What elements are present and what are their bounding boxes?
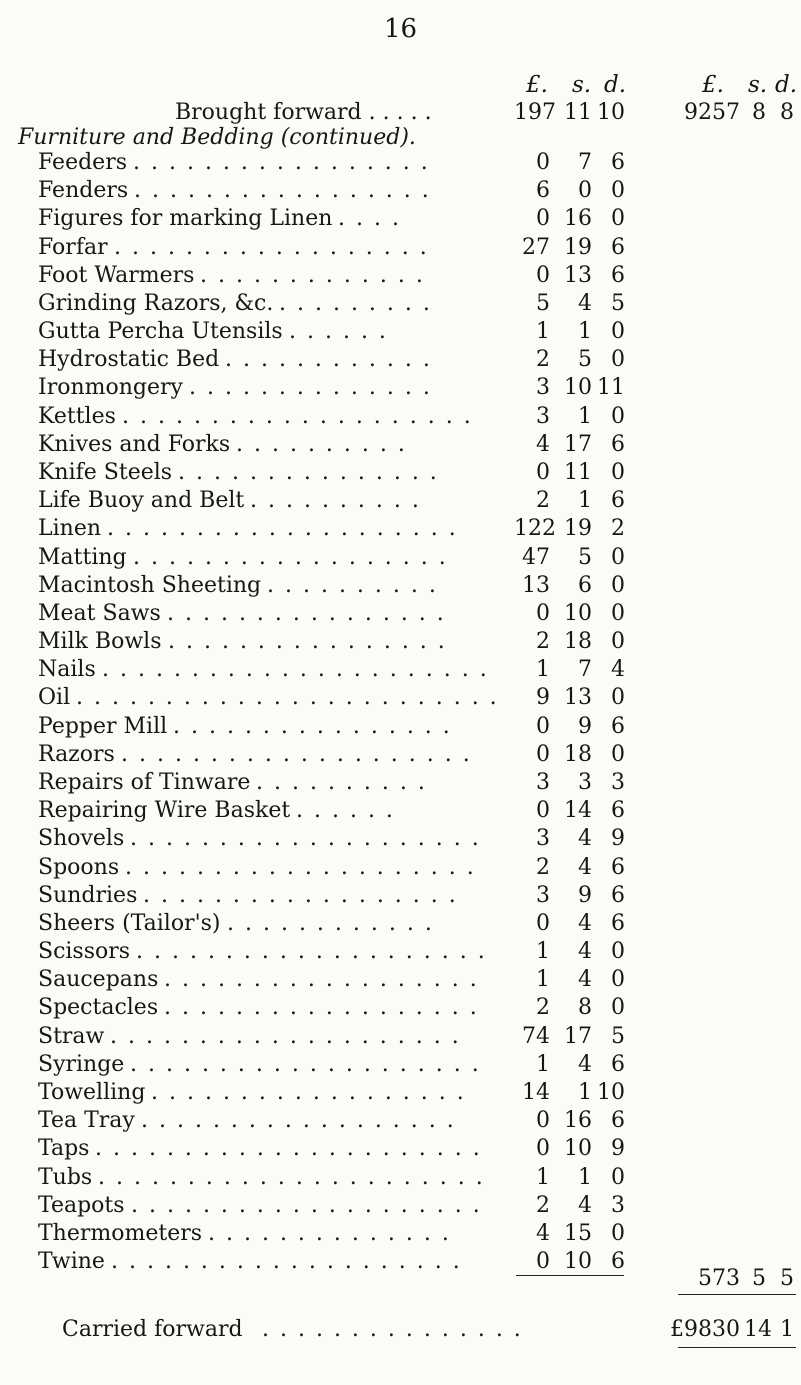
item-leader-dots: . . . . . . . . . (279, 290, 432, 316)
item-row (0, 938, 801, 965)
item-leader-dots: . . . . (338, 206, 401, 232)
item-row (0, 854, 801, 881)
item-pence: 6 (611, 150, 625, 175)
item-label: Knives and Forks (38, 431, 231, 457)
item-pounds: 9 (536, 685, 550, 711)
item-shillings: 4 (578, 854, 592, 880)
item-shillings: 1 (578, 1164, 592, 1190)
item-pence: 4 (611, 657, 625, 683)
item-shillings: 19 (564, 234, 592, 260)
header-pence-right: d. (775, 72, 798, 98)
item-pounds: 27 (522, 234, 550, 260)
item-pence: 2 (611, 516, 625, 542)
item-shillings: 7 (578, 657, 592, 683)
item-row (0, 882, 801, 909)
item-leader-dots: . . . . . . . . . . . . . . . . . . . . . . . . (76, 685, 499, 711)
item-shillings: 4 (578, 1192, 592, 1218)
item-leader-dots: . . . . . . . . . . . . (227, 910, 434, 936)
item-row (0, 628, 801, 655)
item-pounds: 6 (536, 178, 550, 204)
section-total-pounds: 573 (698, 1266, 740, 1291)
item-row (0, 431, 801, 458)
item-pounds: 47 (522, 544, 550, 570)
item-row (0, 1135, 801, 1162)
header-shillings-left: s. (572, 72, 592, 98)
carried-forward-pence: 1 (780, 1317, 794, 1342)
item-leader-dots: . . . . . . . . . . . . . . . . . . . . (131, 1192, 482, 1218)
item-leader-dots: . . . . . . . . . . . . . . . . . . . . (130, 1051, 481, 1077)
item-leader-dots: . . . . . . . . . . . . . . . . . (133, 150, 430, 175)
item-shillings: 4 (578, 939, 592, 964)
item-pounds: 14 (522, 1079, 550, 1105)
item-row (0, 1192, 801, 1219)
item-row (0, 544, 801, 571)
item-pounds: 2 (536, 347, 550, 373)
item-leader-dots: . . . . . . . . . . . . . . . . . . . . (111, 1249, 462, 1274)
item-label: Knife Steels (38, 460, 173, 485)
item-pounds: 3 (536, 375, 550, 401)
item-pounds: 0 (536, 262, 550, 288)
item-pence: 6 (611, 262, 625, 288)
item-label: Repairing Wire Basket (38, 798, 291, 824)
item-leader-dots: . . . . . . . . . . . . . . . . (168, 629, 447, 655)
item-pounds: 0 (536, 1249, 550, 1274)
item-leader-dots: . . . . . . . . . . . . . . . . . . . . (122, 403, 473, 429)
item-shillings: 17 (564, 431, 592, 457)
item-shillings: 15 (564, 1220, 592, 1246)
item-pounds: 1 (536, 319, 550, 345)
item-label: Milk Bowls (38, 629, 162, 655)
item-row (0, 572, 801, 599)
item-leader-dots: . . . . . . . . . . . . . . . . . . . . (110, 1023, 461, 1049)
item-pounds: 2 (536, 488, 550, 514)
item-shillings: 5 (578, 544, 592, 570)
item-label: Nails (38, 657, 96, 683)
item-shillings: 1 (578, 403, 592, 429)
item-leader-dots: . . . . . . . . . . . . . . . . . . . . . . (102, 657, 489, 683)
item-row (0, 994, 801, 1021)
item-row (0, 374, 801, 401)
item-pence: 9 (611, 1136, 625, 1162)
item-row (0, 966, 801, 993)
item-shillings: 16 (564, 206, 592, 232)
header-pence-left: d. (604, 72, 627, 98)
item-shillings: 4 (578, 1051, 592, 1077)
item-leader-dots: . . . . . . . . . . . . (225, 347, 432, 373)
item-label: Pepper Mill (38, 713, 168, 739)
section-total-shillings: 5 (752, 1266, 766, 1291)
item-leader-dots: . . . . . . . . . . (250, 488, 421, 514)
item-shillings: 5 (578, 347, 592, 373)
item-label: Tea Tray (38, 1108, 135, 1134)
item-leader-dots: . . . . . . . . . . . . . . . . . . . . . . (98, 1164, 485, 1190)
item-shillings: 19 (564, 516, 592, 542)
item-leader-dots: . . . . . . . . . . . . . . . . . . (143, 882, 458, 908)
item-shillings: 3 (578, 770, 592, 795)
item-row (0, 346, 801, 373)
item-leader-dots: . . . . . . (289, 319, 388, 345)
item-label: Forfar (38, 234, 108, 260)
section-total-row (0, 1265, 801, 1292)
item-pence: 0 (611, 319, 625, 345)
carried-forward-shillings: 14 (744, 1317, 772, 1342)
item-label: Thermometers (38, 1220, 203, 1246)
item-leader-dots: . . . . . . . . . . . . . . . . . . . . (125, 854, 476, 880)
item-shillings: 1 (578, 488, 592, 514)
item-row (0, 149, 801, 176)
item-leader-dots: . . . . . . . . . . . . . . . (178, 460, 439, 485)
item-pounds: 3 (536, 826, 550, 852)
item-label: Hydrostatic Bed (38, 347, 220, 373)
item-leader-dots: . . . . . . . . . . . . . . . . . . . . . . (95, 1136, 482, 1162)
item-leader-dots: . . . . . . . . . . . . . . . . . . (133, 544, 448, 570)
item-pence: 0 (611, 995, 625, 1021)
item-pence: 0 (611, 741, 625, 767)
item-pence: 11 (597, 375, 625, 401)
item-leader-dots: . . . . . . . . . . . . . . (208, 1220, 451, 1246)
item-pounds: 0 (536, 798, 550, 824)
item-leader-dots: . . . . . . . . . . . . . . . . . . (164, 967, 479, 993)
total-rule-top (678, 1294, 796, 1295)
item-pounds: 2 (536, 995, 550, 1021)
item-pence: 0 (611, 600, 625, 626)
item-label: Shovels (38, 826, 125, 852)
item-row (0, 797, 801, 824)
item-row (0, 741, 801, 768)
item-label: Grinding Razors, &c. (38, 290, 274, 316)
item-pence: 6 (611, 882, 625, 908)
item-label: Sundries (38, 882, 138, 908)
item-shillings: 0 (578, 178, 592, 204)
brought-forward-row (0, 99, 801, 126)
item-pence: 0 (611, 403, 625, 429)
item-label: Foot Warmers (38, 262, 195, 288)
item-shillings: 13 (564, 685, 592, 711)
item-label: Linen (38, 516, 102, 542)
item-pence: 6 (611, 234, 625, 260)
item-leader-dots: . . . . . . . . . . (267, 572, 438, 598)
item-shillings: 4 (578, 910, 592, 936)
item-pence: 0 (611, 460, 625, 485)
item-pence: 0 (611, 939, 625, 964)
item-pence: 6 (611, 488, 625, 514)
item-row (0, 290, 801, 317)
item-label: Spoons (38, 854, 120, 880)
item-pence: 0 (611, 629, 625, 655)
section-total-pence: 5 (780, 1266, 794, 1291)
item-row (0, 1220, 801, 1247)
item-shillings: 1 (578, 1079, 592, 1105)
item-shillings: 11 (564, 460, 592, 485)
item-pounds: 1 (536, 1051, 550, 1077)
item-shillings: 6 (578, 572, 592, 598)
item-label: Syringe (38, 1051, 125, 1077)
item-shillings: 18 (564, 741, 592, 767)
item-leader-dots: . . . . . . . . . . (256, 770, 427, 795)
item-label: Feeders (38, 150, 128, 175)
item-label: Teapots (38, 1192, 125, 1218)
item-leader-dots: . . . . . . . . . . . . . (200, 262, 425, 288)
item-pence: 0 (611, 1220, 625, 1246)
item-pounds: 3 (536, 403, 550, 429)
item-leader-dots: . . . . . . . . . . . . . . . . . . . . (130, 826, 481, 852)
carried-forward-label: Carried forward (62, 1317, 243, 1342)
item-pounds: 2 (536, 1192, 550, 1218)
item-row (0, 459, 801, 486)
page-number: 16 (383, 14, 418, 44)
item-row (0, 656, 801, 683)
item-pounds: 1 (536, 939, 550, 964)
item-label: Kettles (38, 403, 116, 429)
item-label: Fenders (38, 178, 129, 204)
brought-forward-total-pounds: 9257 (684, 100, 740, 125)
item-row (0, 177, 801, 204)
carried-forward-dots: . . . . . . . . . . . . . . . (262, 1317, 523, 1342)
item-row (0, 910, 801, 937)
item-pence: 5 (611, 1023, 625, 1049)
item-pence: 0 (611, 178, 625, 204)
item-label: Meat Saws (38, 600, 161, 626)
item-pence: 0 (611, 544, 625, 570)
item-row (0, 1051, 801, 1078)
carried-forward-row (0, 1316, 801, 1343)
item-label: Straw (38, 1023, 105, 1049)
item-row (0, 713, 801, 740)
item-pence: 6 (611, 1249, 625, 1274)
item-shillings: 17 (564, 1023, 592, 1049)
item-shillings: 14 (564, 798, 592, 824)
item-pence: 0 (611, 1164, 625, 1190)
item-shillings: 9 (578, 713, 592, 739)
item-pounds: 74 (522, 1023, 550, 1049)
item-pounds: 3 (536, 882, 550, 908)
item-shillings: 7 (578, 150, 592, 175)
item-pence: 6 (611, 431, 625, 457)
item-leader-dots: . . . . . . . . . . . . . . . . . . (114, 234, 429, 260)
item-leader-dots: . . . . . . . . . . . . . . . . . . (151, 1079, 466, 1105)
item-label: Saucepans (38, 967, 159, 993)
item-pounds: 0 (536, 713, 550, 739)
header-shillings-right: s. (748, 72, 768, 98)
item-pounds: 0 (536, 910, 550, 936)
item-row (0, 1079, 801, 1106)
item-leader-dots: . . . . . . . . . . . . . . (189, 375, 432, 401)
item-pounds: 4 (536, 431, 550, 457)
item-pounds: 1 (536, 1164, 550, 1190)
item-row (0, 1107, 801, 1134)
item-shillings: 16 (564, 1108, 592, 1134)
item-pounds: 1 (536, 657, 550, 683)
item-label: Razors (38, 741, 115, 767)
header-pounds-right: £. (702, 72, 724, 98)
item-leader-dots: . . . . . . . . . . . . . . . . (173, 713, 452, 739)
item-label: Gutta Percha Utensils (38, 319, 283, 345)
item-row (0, 262, 801, 289)
item-pence: 10 (597, 1079, 625, 1105)
item-pence: 0 (611, 347, 625, 373)
item-shillings: 4 (578, 290, 592, 316)
item-pence: 3 (611, 1192, 625, 1218)
item-label: Towelling (38, 1079, 146, 1105)
item-pence: 6 (611, 798, 625, 824)
item-label: Ironmongery (38, 375, 183, 401)
brought-forward-total-pence: 8 (780, 100, 794, 125)
item-leader-dots: . . . . . . . . . . . . . . . . . . . . (107, 516, 458, 542)
item-row (0, 769, 801, 796)
item-pounds: 2 (536, 629, 550, 655)
item-leader-dots: . . . . . . . . . . (236, 431, 407, 457)
item-pounds: 0 (536, 1108, 550, 1134)
item-shillings: 4 (578, 826, 592, 852)
carried-forward-pounds: £9830 (670, 1317, 740, 1342)
brought-forward-shillings: 11 (564, 100, 592, 125)
item-pence: 9 (611, 826, 625, 852)
item-pence: 6 (611, 713, 625, 739)
section-title: Furniture and Bedding (continued). (18, 125, 416, 150)
item-pounds: 0 (536, 741, 550, 767)
item-pounds: 4 (536, 1220, 550, 1246)
item-shillings: 10 (564, 600, 592, 626)
item-pounds: 3 (536, 770, 550, 795)
item-label: Scissors (38, 939, 131, 964)
item-shillings: 8 (578, 995, 592, 1021)
total-rule-bottom (678, 1347, 796, 1348)
item-label: Oil (38, 685, 71, 711)
item-label: Tubs (38, 1164, 93, 1190)
item-label: Twine (38, 1249, 105, 1274)
item-row (0, 234, 801, 261)
item-shillings: 1 (578, 319, 592, 345)
item-pounds: 122 (514, 516, 556, 542)
item-row (0, 515, 801, 542)
item-shillings: 18 (564, 629, 592, 655)
item-shillings: 10 (564, 1249, 592, 1274)
item-label: Matting (38, 544, 127, 570)
item-label: Repairs of Tinware (38, 770, 251, 795)
item-pence: 5 (611, 290, 625, 316)
item-pence: 6 (611, 1108, 625, 1134)
item-leader-dots: . . . . . . . . . . . . . . . . . . (164, 995, 479, 1021)
item-pence: 3 (611, 770, 625, 795)
item-label: Sheers (Tailor's) (38, 910, 221, 936)
item-row (0, 1164, 801, 1191)
item-label: Figures for marking Linen (38, 206, 333, 232)
item-pence: 6 (611, 854, 625, 880)
brought-forward-pence: 10 (597, 100, 625, 125)
item-row (0, 600, 801, 627)
item-pence: 0 (611, 685, 625, 711)
item-leader-dots: . . . . . . . . . . . . . . . . . . . . (136, 939, 487, 964)
item-pounds: 5 (536, 290, 550, 316)
item-pence: 6 (611, 1051, 625, 1077)
item-label: Taps (38, 1136, 90, 1162)
item-label: Macintosh Sheeting (38, 572, 262, 598)
item-shillings: 13 (564, 262, 592, 288)
item-row (0, 487, 801, 514)
item-pounds: 13 (522, 572, 550, 598)
item-row (0, 318, 801, 345)
item-pounds: 1 (536, 967, 550, 993)
item-shillings: 10 (564, 1136, 592, 1162)
item-pounds: 0 (536, 1136, 550, 1162)
item-leader-dots: . . . . . . . . . . . . . . . . . (134, 178, 431, 204)
brought-forward-pounds: 197 (514, 100, 556, 125)
item-pounds: 2 (536, 854, 550, 880)
brought-forward-total-shillings: 8 (752, 100, 766, 125)
item-leader-dots: . . . . . . (296, 798, 395, 824)
item-label: Spectacles (38, 995, 159, 1021)
item-pence: 6 (611, 910, 625, 936)
item-row (0, 205, 801, 232)
item-pence: 0 (611, 206, 625, 232)
item-leader-dots: . . . . . . . . . . . . . . . . . . (141, 1108, 456, 1134)
item-label: Life Buoy and Belt (38, 488, 245, 514)
header-pounds-left: £. (526, 72, 548, 98)
brought-forward-label: Brought forward . . . . . (175, 100, 432, 125)
item-pounds: 0 (536, 460, 550, 485)
item-shillings: 9 (578, 882, 592, 908)
item-pence: 0 (611, 572, 625, 598)
item-row (0, 1023, 801, 1050)
item-row (0, 684, 801, 711)
item-leader-dots: . . . . . . . . . . . . . . . . (167, 600, 446, 626)
item-leader-dots: . . . . . . . . . . . . . . . . . . . . (121, 741, 472, 767)
item-pounds: 0 (536, 206, 550, 232)
item-pounds: 0 (536, 600, 550, 626)
item-row (0, 825, 801, 852)
item-row (0, 403, 801, 430)
item-shillings: 10 (564, 375, 592, 401)
item-pence: 0 (611, 967, 625, 993)
item-shillings: 4 (578, 967, 592, 993)
item-pounds: 0 (536, 150, 550, 175)
